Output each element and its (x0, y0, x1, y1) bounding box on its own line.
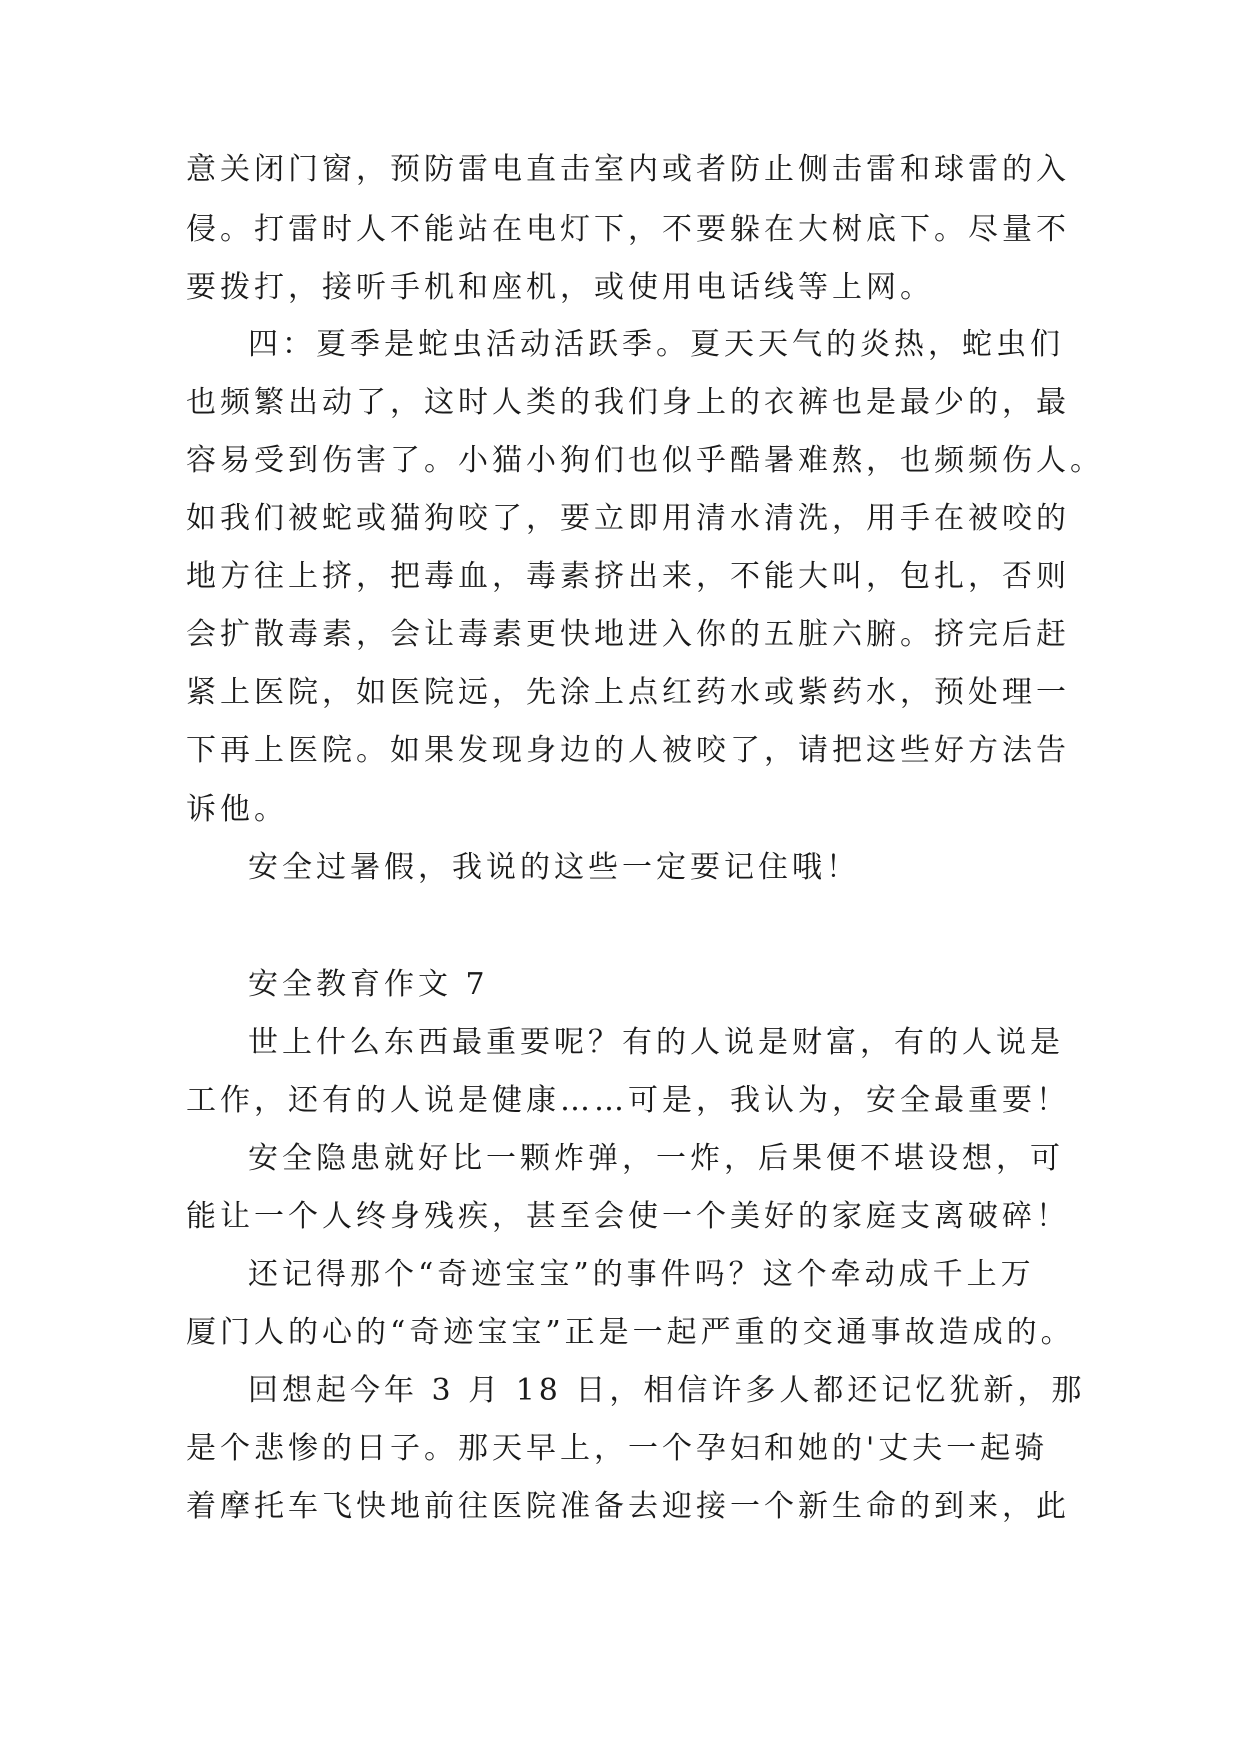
text-line: 还记得那个“奇迹宝宝”的事件吗？这个牵动成千上万 (248, 1257, 1035, 1292)
text-line: 是个悲惨的日子。那天早上，一个孕妇和她的'丈夫一起骑 (186, 1431, 1049, 1466)
text-line: 会扩散毒素，会让毒素更快地进入你的五脏六腑。挤完后赶 (186, 617, 1070, 652)
text-line: 紧上医院，如医院远，先涂上点红药水或紫药水，预处理一 (186, 675, 1070, 710)
text-line: 安全隐患就好比一颗炸弹，一炸，后果便不堪设想，可 (248, 1141, 1064, 1176)
text-line: 能让一个人终身残疾，甚至会使一个美好的家庭支离破碎！ (186, 1199, 1070, 1234)
text-line: 安全过暑假，我说的这些一定要记住哦！ (248, 850, 860, 885)
text-line: 也频繁出动了，这时人类的我们身上的衣裤也是最少的，最 (186, 385, 1070, 420)
text-line: 意关闭门窗，预防雷电直击室内或者防止侧击雷和球雷的入 (186, 152, 1070, 187)
text-line: 着摩托车飞快地前往医院准备去迎接一个新生命的到来，此 (186, 1489, 1070, 1524)
text-line: 四：夏季是蛇虫活动活跃季。夏天天气的炎热，蛇虫们 (248, 327, 1064, 362)
text-line: 容易受到伤害了。小猫小狗们也似乎酷暑难熬，也频频伤人。 (186, 443, 1104, 478)
text-line: 回想起今年 3 月 18 日，相信许多人都还记忆犹新，那 (248, 1373, 1086, 1408)
text-line: 地方往上挤，把毒血，毒素挤出来，不能大叫，包扎，否则 (186, 559, 1070, 594)
text-line: 诉他。 (186, 792, 288, 827)
text-line: 下再上医院。如果发现身边的人被咬了，请把这些好方法告 (186, 733, 1070, 768)
text-line: 要拨打，接听手机和座机，或使用电话线等上网。 (186, 270, 934, 305)
text-line: 工作，还有的人说是健康……可是，我认为，安全最重要！ (186, 1083, 1070, 1118)
section-heading: 安全教育作文 7 (248, 967, 489, 1002)
text-line: 厦门人的心的“奇迹宝宝”正是一起严重的交通事故造成的。 (186, 1315, 1075, 1350)
text-line: 侵。打雷时人不能站在电灯下，不要躲在大树底下。尽量不 (186, 212, 1070, 247)
text-line: 如我们被蛇或猫狗咬了，要立即用清水清洗，用手在被咬的 (186, 501, 1070, 536)
text-line: 世上什么东西最重要呢？有的人说是财富，有的人说是 (248, 1025, 1064, 1060)
